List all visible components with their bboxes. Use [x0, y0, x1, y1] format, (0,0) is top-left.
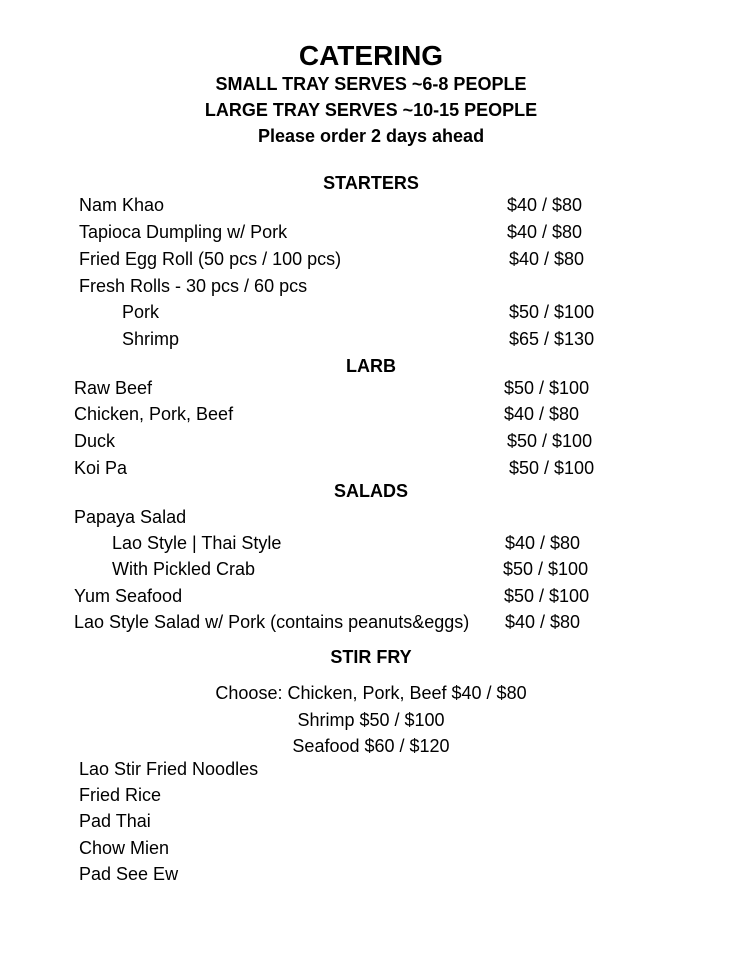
menu-item-name: Fried Rice — [79, 785, 162, 805]
menu-item-price: $40 / $80 — [505, 533, 581, 553]
section-heading-salads: SALADS — [333, 481, 408, 501]
menu-item-name: Lao Style | Thai Style — [112, 533, 282, 553]
menu-item-name: Lao Stir Fried Noodles — [79, 759, 259, 779]
menu-item-price: $50 / $100 — [504, 586, 590, 606]
section-heading-stir-fry: STIR FRY — [330, 647, 412, 667]
menu-item-name: Fried Egg Roll (50 pcs / 100 pcs) — [79, 249, 342, 269]
menu-item-name: Shrimp — [122, 329, 180, 349]
small-tray-note: SMALL TRAY SERVES ~6-8 PEOPLE — [215, 74, 527, 94]
large-tray-note: LARGE TRAY SERVES ~10-15 PEOPLE — [204, 100, 538, 120]
menu-item-price: $50 / $100 — [509, 302, 595, 322]
stir-fry-option: Choose: Chicken, Pork, Beef $40 / $80 — [215, 683, 527, 703]
menu-item-price: $50 / $100 — [507, 431, 593, 451]
menu-item-price: $50 / $100 — [509, 458, 595, 478]
menu-item-name: Nam Khao — [79, 195, 165, 215]
menu-item-name: Chicken, Pork, Beef — [74, 404, 234, 424]
menu-item-name: Pad See Ew — [79, 864, 179, 884]
page-title: CATERING — [298, 40, 444, 71]
menu-item-name: Duck — [74, 431, 116, 451]
menu-item-name: Lao Style Salad w/ Pork (contains peanuts&eggs) — [74, 612, 470, 632]
menu-item-name: Papaya Salad — [74, 507, 187, 527]
menu-item-price: $40 / $80 — [509, 249, 585, 269]
section-heading-starters: STARTERS — [323, 173, 419, 193]
menu-item-name: Pad Thai — [79, 811, 151, 831]
menu-item-name: Raw Beef — [74, 378, 153, 398]
menu-item-price: $40 / $80 — [504, 404, 580, 424]
menu-item-price: $40 / $80 — [507, 222, 583, 242]
menu-item-name: With Pickled Crab — [112, 559, 256, 579]
menu-item-name: Pork — [122, 302, 160, 322]
menu-item-price: $40 / $80 — [507, 195, 583, 215]
menu-item-name: Chow Mien — [79, 838, 170, 858]
menu-item-price: $40 / $80 — [505, 612, 581, 632]
menu-item-price: $50 / $100 — [504, 378, 590, 398]
menu-item-name: Yum Seafood — [74, 586, 183, 606]
stir-fry-option: Shrimp $50 / $100 — [297, 710, 445, 730]
order-ahead-note: Please order 2 days ahead — [257, 126, 485, 146]
menu-item-price: $65 / $130 — [509, 329, 595, 349]
menu-item-name: Koi Pa — [74, 458, 128, 478]
menu-item-name: Tapioca Dumpling w/ Pork — [79, 222, 288, 242]
menu-item-price: $50 / $100 — [503, 559, 589, 579]
section-heading-larb: LARB — [346, 356, 396, 376]
menu-item-name: Fresh Rolls - 30 pcs / 60 pcs — [79, 276, 308, 296]
stir-fry-option: Seafood $60 / $120 — [292, 736, 450, 756]
